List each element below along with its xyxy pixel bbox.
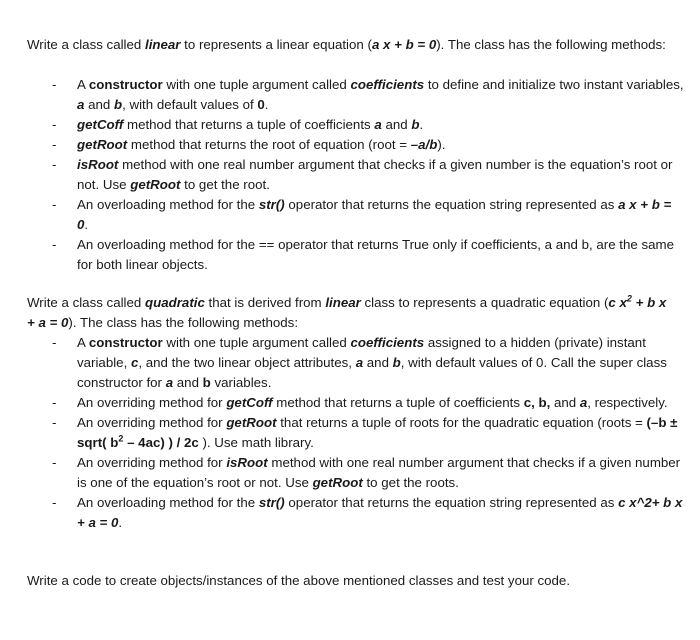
list-item-isroot: - An overriding method for isRoot method with one real number argument that checks if a given number is one of the equation’s root or not. Use getRoot to get the roots. <box>52 455 681 490</box>
linear-method-list <box>0 75 700 275</box>
bullet: - <box>52 77 57 92</box>
closing-instruction: Write a code to create objects/instances of the above mentioned classes and test your code. <box>27 573 571 588</box>
linear-equation: a x + b = 0 <box>371 37 437 52</box>
text: to represents a linear equation ( <box>180 37 372 52</box>
bullet: - <box>52 395 57 410</box>
list-item-constructor: - A constructor with one tuple argument called coefficients assigned to a hidden (private) instant variable, c, and the two linear object attributes, a and b, with default values of 0. Call the super class constructor for a and b variables. <box>52 335 667 390</box>
class-name-quadratic: quadratic <box>145 295 205 310</box>
list-item-str: - An overloading method for the str() operator that returns the equation string represented as a x + b = 0. <box>52 197 672 232</box>
list-item-getroot: - An overriding method for getRoot that returns a tuple of roots for the quadratic equation (roots = (–b ± sqrt( $b^2 - 4ac$) ) / 2c ). Use math library. <box>52 415 678 450</box>
list-item-isroot: - isRoot method with one real number argument that checks if a given number is the equation’s root or not. Use getRoot to get the root. <box>52 157 673 192</box>
bullet: - <box>52 157 57 172</box>
list-item-constructor: - A constructor with one tuple argument called coefficients to define and initialize two instant variables, a and b, with default values of 0. <box>52 77 684 112</box>
list-item-getroot: - getRoot method that returns the root of equation (root = –a/b). <box>0 135 700 155</box>
list-item-getcoff: - An overriding method for getCoff method that returns a tuple of coefficients c, b, and a, respectively. <box>0 393 700 413</box>
text: ). The class has the following methods: <box>436 37 666 52</box>
linear-intro <box>27 35 677 55</box>
bullet: - <box>52 237 57 252</box>
list-item-getcoff: - getCoff method that returns a tuple of coefficients a and b. <box>0 115 700 135</box>
bullet: - <box>52 197 57 212</box>
bullet: - <box>52 335 57 350</box>
bullet: - <box>52 455 57 470</box>
roots-formula: (–b ± sqrt( $b^2 - 4ac$) ) / 2c <box>77 415 678 450</box>
class-name-linear: linear <box>145 37 181 52</box>
bullet: - <box>52 117 57 132</box>
bullet: - <box>52 137 57 152</box>
list-item-str: - An overloading method for the str() operator that returns the equation string represented as c x^2+ b x + a = 0. <box>52 495 683 530</box>
text: Write a class called <box>27 37 145 52</box>
list-item-eq-operator: - An overloading method for the == operator that returns True only if coefficients, a and b, are the same for both linear objects. <box>52 237 674 272</box>
bullet: - <box>52 495 57 510</box>
bullet: - <box>52 415 57 430</box>
quadratic-method-list <box>0 333 700 533</box>
quadratic-equation: c $x^2 + b$ x + a = 0 <box>27 293 667 330</box>
parent-class-name: linear <box>325 295 361 310</box>
quadratic-intro: Write a class called quadratic that is derived from linear class to represents a quadratic equation (c $x^2 + b$ x + a = 0). The class has the following methods: <box>27 293 667 330</box>
